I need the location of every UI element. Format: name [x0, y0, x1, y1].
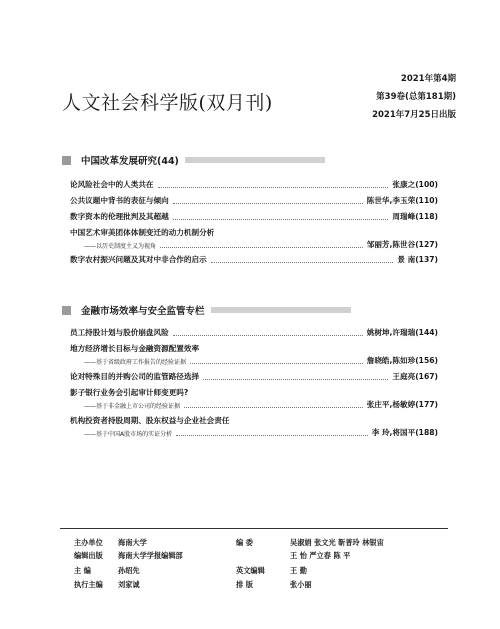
- toc-entry-cont[interactable]: [70, 354, 438, 366]
- article-author: 邹丽芳,陈世谷(127): [366, 240, 438, 249]
- article-subtitle: ——基于非金融上市公司的经验证据: [84, 403, 181, 410]
- article-author: 李 玲,将国平(188): [371, 428, 438, 437]
- leader-dots: [158, 187, 389, 188]
- leader-dots: [176, 435, 368, 436]
- section-marker-icon: [62, 306, 71, 315]
- toc-entry[interactable]: [70, 326, 438, 338]
- toc-entry[interactable]: [70, 386, 438, 398]
- article-author: 王庭亮(167): [392, 372, 438, 381]
- footer-value: 海南大学: [118, 538, 147, 547]
- leader-dots: [173, 203, 363, 204]
- article-author: 张康之(100): [392, 180, 438, 189]
- footer-label: 编辑出版: [74, 551, 103, 560]
- article-title: 数字资本的伦理批判及其超越: [70, 212, 169, 221]
- article-author: 陈世华,李玉荣(110): [366, 196, 438, 205]
- article-subtitle: ——基于省级政府工作报告的经验证据: [84, 359, 187, 366]
- leader-dots: [203, 379, 388, 380]
- footer-label: 编 委: [236, 538, 253, 547]
- footer-value: 海南大学学报编辑部: [118, 551, 183, 560]
- volume-number: 第39卷(总第181期): [376, 92, 456, 102]
- article-title: 公共议题中背书的表征与倾向: [70, 196, 169, 205]
- article-author: 姚树坤,许瑞瑞(144): [366, 328, 438, 337]
- section-bar: [211, 307, 351, 313]
- article-title: 地方经济增长目标与金融资源配置效率: [70, 344, 200, 353]
- footer-value: 刘家诚: [118, 580, 140, 589]
- article-subtitle: ——基于中国A股市场的实证分析: [84, 431, 173, 438]
- article-author: 周瑞峰(118): [392, 212, 438, 221]
- article-title: 中国艺术审美团体体制变迁的动力机制分析: [70, 228, 215, 237]
- toc-entry[interactable]: [70, 194, 438, 206]
- footer-rule: [60, 528, 448, 529]
- footer-value: 王 怡 严立春 陈 平: [290, 551, 351, 560]
- footer-label: 主办单位: [74, 538, 103, 547]
- article-title: 论对特殊目的并购公司的监管路径选择: [70, 372, 200, 381]
- section-heading: [62, 153, 325, 167]
- article-title: 员工持股计划与股价崩盘风险: [70, 328, 169, 337]
- leader-dots: [190, 363, 363, 364]
- leader-dots: [160, 247, 363, 248]
- footer-label: 英文编辑: [236, 566, 265, 575]
- footer-value: 吴淑娟 张文光 靳普玲 林银宙: [290, 538, 384, 547]
- footer-label: 执行主编: [74, 580, 103, 589]
- article-title: 数字农村振兴问题及其对中非合作的启示: [70, 255, 207, 264]
- toc-entry[interactable]: [70, 370, 438, 382]
- issue-year: 2021年第4期: [400, 74, 456, 84]
- footer-label: 主 编: [74, 566, 91, 575]
- toc-entry-cont[interactable]: [70, 426, 438, 438]
- article-author: 景 南(137): [397, 255, 438, 264]
- article-title: 影子银行业务会引起审计师变更吗?: [70, 388, 189, 397]
- section-marker-icon: [62, 156, 71, 165]
- toc-entry[interactable]: [70, 253, 438, 265]
- toc-entry[interactable]: [70, 414, 438, 426]
- toc-entry-cont[interactable]: [70, 238, 438, 250]
- section-heading: [62, 303, 351, 317]
- article-subtitle: ——以历史制度主义为视角: [84, 243, 157, 250]
- section-title: 金融市场效率与安全监管专栏: [81, 306, 205, 317]
- toc-entry[interactable]: [70, 342, 438, 354]
- leader-dots: [184, 407, 363, 408]
- article-title: 机构投资者持股周期、股东权益与企业社会责任: [70, 416, 230, 425]
- leader-dots: [173, 219, 389, 220]
- leader-dots: [211, 262, 394, 263]
- toc-entry[interactable]: [70, 178, 438, 190]
- footer-label: 排 版: [236, 580, 253, 589]
- toc-entry-cont[interactable]: [70, 398, 438, 410]
- article-author: 张庄平,杨敏婷(177): [366, 400, 438, 409]
- publication-date: 2021年7月25日出版: [372, 110, 456, 120]
- article-author: 詹晓皓,陈如珍(156): [366, 356, 438, 365]
- leader-dots: [173, 335, 363, 336]
- toc-entry[interactable]: [70, 226, 438, 238]
- toc-entry[interactable]: [70, 210, 438, 222]
- section-bar: [185, 157, 325, 163]
- footer-value: 孙绍先: [118, 566, 140, 575]
- footer-value: 王 勤: [290, 566, 307, 575]
- section-title: 中国改革发展研究(44): [81, 156, 179, 167]
- footer-value: 张小丽: [290, 580, 312, 589]
- journal-title: 人文社会科学版(双月刊): [62, 92, 273, 114]
- article-title: 论风险社会中的人类共在: [70, 180, 154, 189]
